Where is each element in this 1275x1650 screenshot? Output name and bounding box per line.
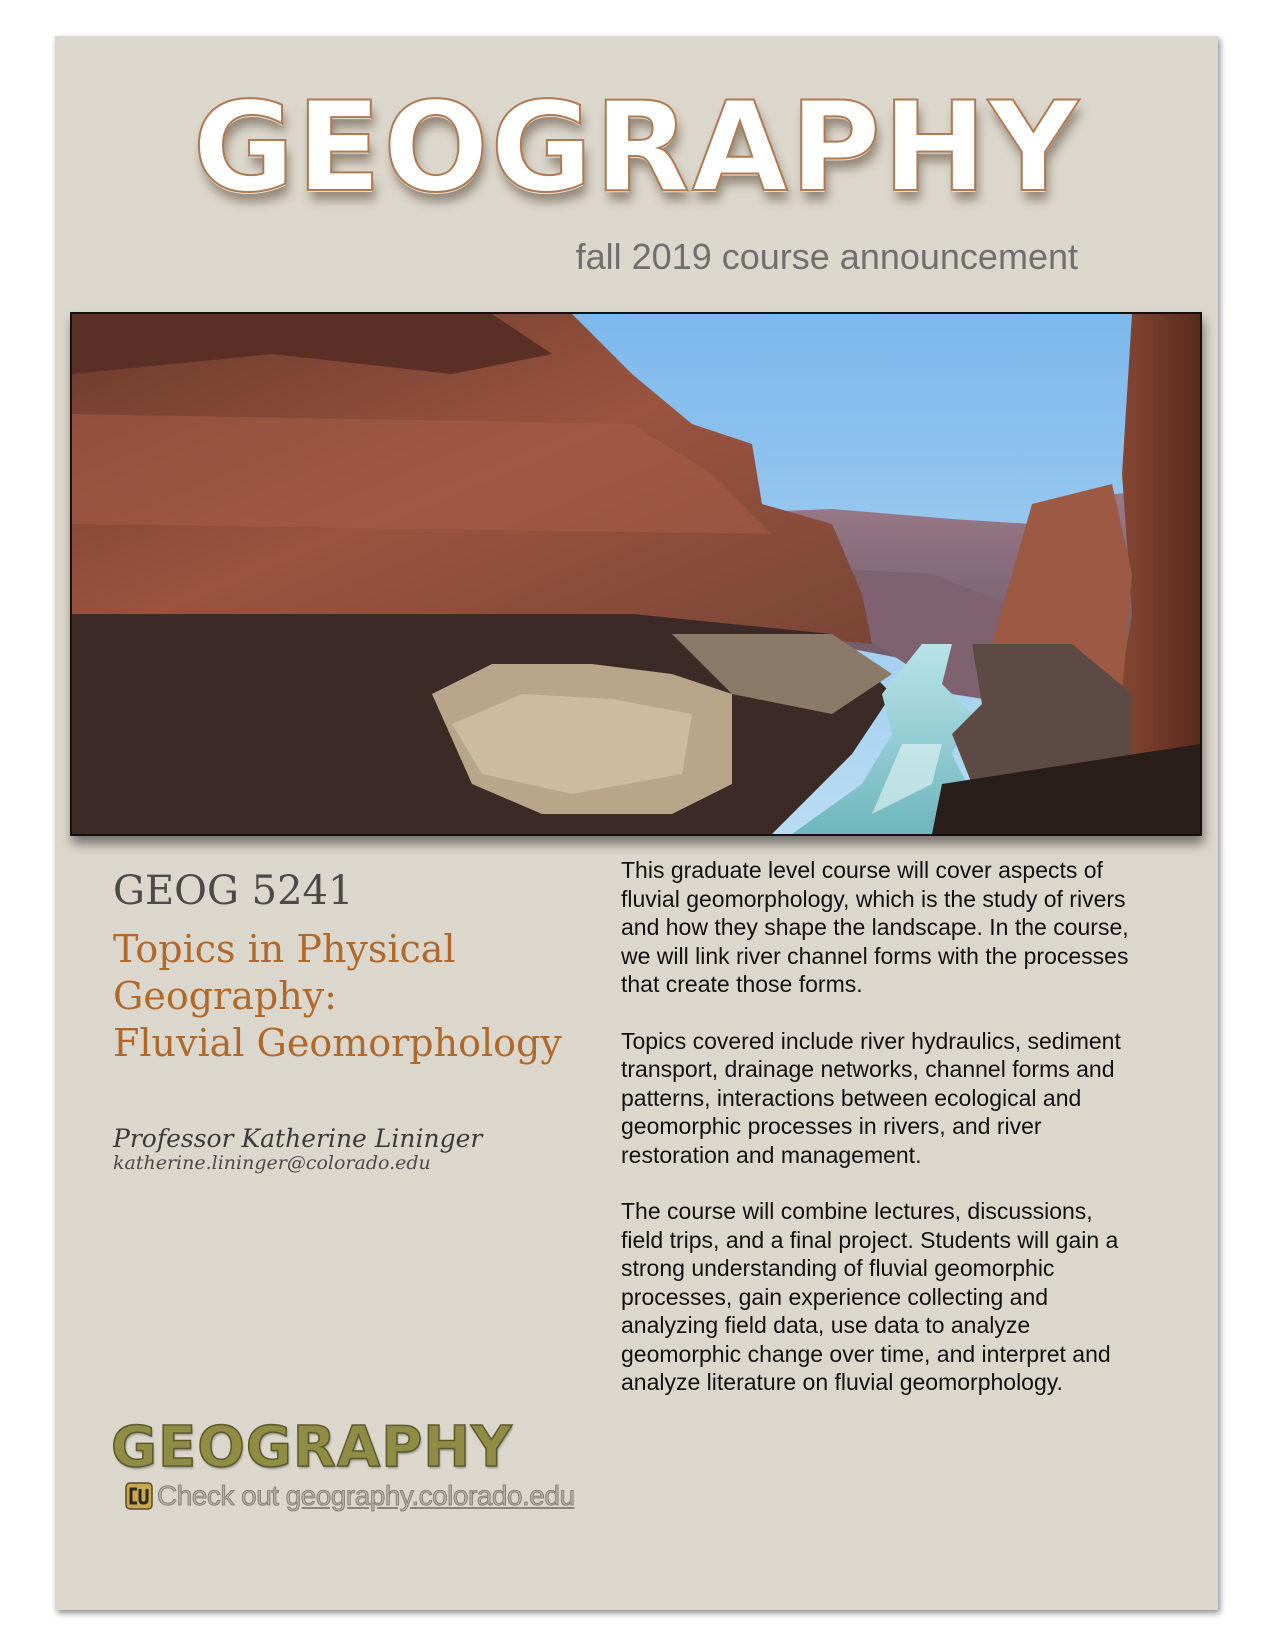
description-paragraph-2: Topics covered include river hydraulics, sediment transport, drainage networks, channel forms and patterns, interactions between ecological and geomorphic processes in rivers, and river restoration and management.: [621, 1027, 1121, 1168]
professor-name: Professor Katherine Lininger: [113, 1124, 483, 1153]
geography-logo-wordmark: GEOGRAPHY: [111, 1415, 513, 1480]
course-title-line-3: Fluvial Geomorphology: [113, 1021, 562, 1065]
website-link-row: [125, 1476, 575, 1516]
course-description: [621, 856, 1131, 1425]
course-title-line-1: Topics in Physical: [113, 927, 456, 971]
website-link-prefix: Check out: [157, 1480, 279, 1511]
cu-logo-icon: [125, 1481, 153, 1511]
course-code: GEOG 5241: [113, 868, 354, 914]
masthead-title: GEOGRAPHY: [192, 76, 1081, 220]
flyer-page: [55, 36, 1218, 1610]
description-paragraph-1: This graduate level course will cover aspects of fluvial geomorphology, which is the study of rivers and how they shape the landscape. In the course, we will link river channel forms with the processes that create those forms.: [621, 857, 1129, 997]
masthead-subtitle: fall 2019 course announcement: [575, 236, 1078, 277]
website-link[interactable]: geography.colorado.edu: [285, 1480, 575, 1511]
canyon-photo: [70, 312, 1202, 836]
course-title-line-2: Geography:: [113, 974, 337, 1018]
course-title: [113, 926, 613, 1067]
description-paragraph-3: The course will combine lectures, discussions, field trips, and a final project. Students will gain a strong understanding of fluvial geomorphic processes, gain experience collecting and analyzing field data, use data to analyze geomorphic change over time, and interpret and analyze literature on fluvial geomorphology.: [621, 1198, 1119, 1395]
professor-email: katherine.lininger@colorado.edu: [113, 1152, 431, 1174]
